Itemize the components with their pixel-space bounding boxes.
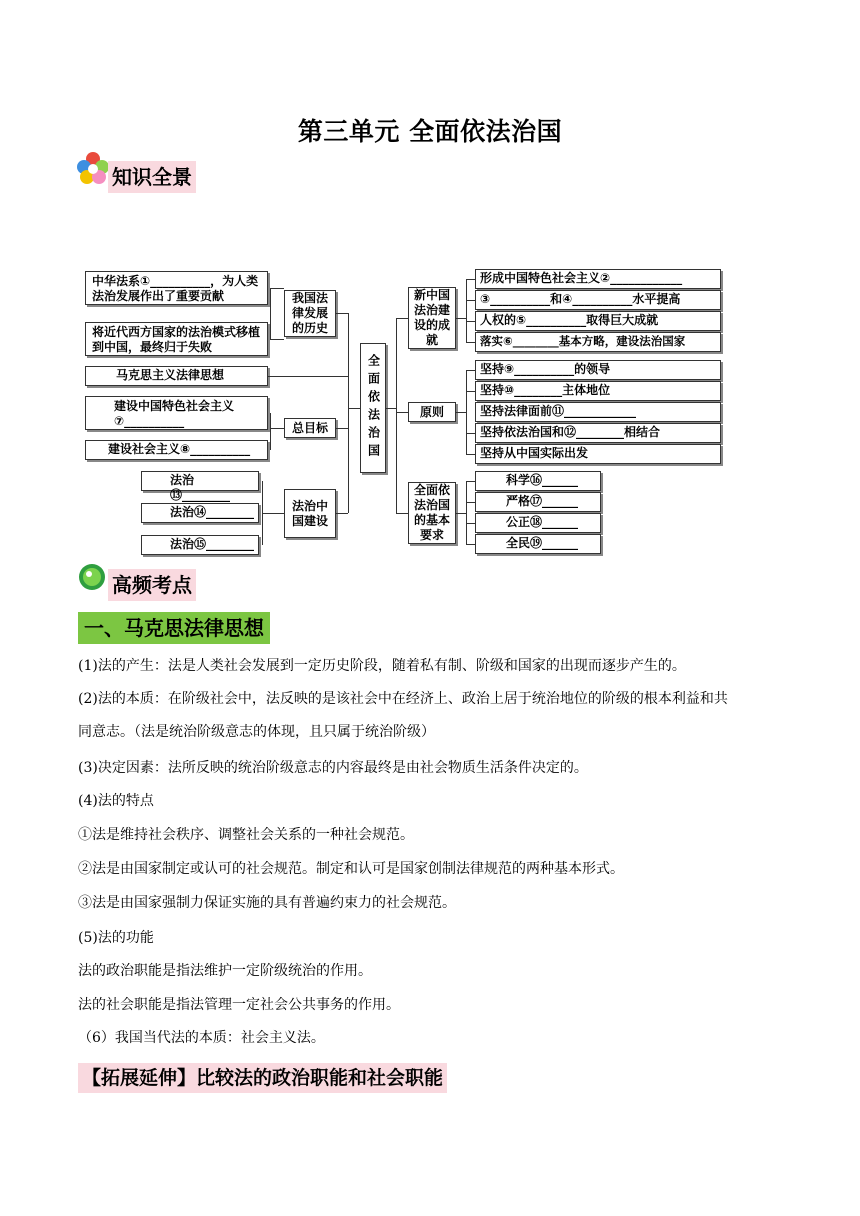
diagram-item-requirement-3: 公正⑱______ [475, 513, 601, 533]
connector-line [466, 481, 475, 482]
paragraph: 同意志。（法是统治阶级意志的体现，且只属于统治阶级） [78, 724, 435, 740]
paragraph: ②法是由国家制定或认可的社会规范。制定和认可是国家创制法律规范的两种基本形式。 [78, 861, 624, 877]
diagram-item-achievement-4: 落实⑥________基本方略，建设法治国家 [475, 332, 721, 352]
diagram-item-principle-4: 坚持依法治国和⑫________相结合 [475, 423, 721, 443]
connector-line [336, 428, 348, 429]
connector-line [466, 370, 475, 371]
paragraph: （6）我国当代法的本质：社会主义法。 [78, 1030, 325, 1046]
diagram-item-construction-2: 法治⑭________ [141, 503, 259, 523]
diagram-item-requirement-4: 全民⑲______ [475, 534, 601, 554]
connector-line [466, 321, 475, 322]
heading-marxism: 一、马克思法律思想 [78, 612, 270, 644]
diagram-item-achievement-2: ③__________和④__________水平提高 [475, 290, 721, 310]
connector-line [466, 502, 475, 503]
flower-icon [76, 150, 110, 186]
diagram-label-history: 我国法律发展的历史 [284, 290, 336, 337]
diagram-item-goal-2: 建设社会主义⑧__________ [85, 440, 268, 460]
paragraph: (5)法的功能 [78, 930, 154, 946]
section-label-overview: 知识全景 [108, 161, 196, 193]
connector-line [336, 513, 348, 514]
connector-line [270, 413, 271, 450]
diagram-label-principles: 原则 [408, 402, 456, 422]
paragraph: (1)法的产生：法是人类社会发展到一定历史阶段，随着私有制、阶级和国家的出现而逐步产生的。 [78, 658, 686, 674]
connector-line [262, 513, 284, 514]
diagram-label-goal: 总目标 [284, 418, 336, 438]
connector-line [336, 313, 348, 314]
green-circle-icon [78, 563, 106, 591]
connector-line [396, 513, 408, 514]
connector-line [466, 279, 475, 280]
diagram-item-goal-1: 建设中国特色社会主义⑦__________ [85, 396, 268, 430]
paragraph: ③法是由国家强制力保证实施的具有普遍约束力的社会规范。 [78, 895, 456, 911]
diagram-item-history-1: 中华法系①__________，为人类法治发展作出了重要贡献 [85, 271, 268, 305]
page-title: 第三单元 全面依法治国 [297, 117, 563, 146]
diagram-item-history-2: 将近代西方国家的法治模式移植到中国，最终归于失败 [85, 322, 268, 356]
connector-line [466, 523, 475, 524]
diagram-item-marxism: 马克思主义法律思想 [85, 366, 268, 386]
paragraph: (4)法的特点 [78, 793, 154, 809]
diagram-label-requirements: 全面依法治国的基本要求 [408, 482, 456, 544]
connector-line [396, 318, 397, 513]
diagram-item-construction-3: 法治⑮________ [141, 535, 259, 555]
diagram-item-principle-5: 坚持从中国实际出发 [475, 444, 721, 464]
connector-line [348, 313, 349, 513]
paragraph: ①法是维持社会秩序、调整社会关系的一种社会规范。 [78, 827, 414, 843]
connector-line [386, 408, 396, 409]
section-label-key-points: 高频考点 [108, 569, 196, 601]
connector-line [456, 412, 466, 413]
connector-line [348, 408, 360, 409]
connector-line [268, 376, 348, 377]
diagram-center [360, 343, 386, 473]
diagram-item-principle-3: 坚持法律面前⑪____________ [475, 402, 721, 422]
connector-line [270, 339, 284, 340]
paragraph: (2)法的本质：在阶级社会中，法反映的是该社会中在经济上、政治上居于统治地位的阶级的根本利益和共 [78, 691, 728, 707]
connector-line [466, 391, 475, 392]
extension-heading: 【拓展延伸】比较法的政治职能和社会职能 [78, 1063, 447, 1093]
connector-line [456, 513, 466, 514]
connector-line [466, 454, 475, 455]
connector-line [466, 342, 475, 343]
paragraph: 法的社会职能是指法管理一定社会公共事务的作用。 [78, 997, 400, 1013]
connector-line [270, 288, 284, 289]
diagram-item-principle-2: 坚持⑩________主体地位 [475, 381, 721, 401]
connector-line [466, 544, 475, 545]
connector-line [456, 318, 466, 319]
diagram-item-construction-1: 法治 ⑬________ [141, 471, 259, 491]
diagram-label-achievements: 新中国法治建设的成就 [408, 287, 456, 349]
connector-line [396, 318, 408, 319]
diagram-item-principle-1: 坚持⑨__________的领导 [475, 360, 721, 380]
diagram-item-requirement-1: 科学⑯______ [475, 471, 601, 491]
connector-line [466, 370, 467, 454]
diagram-center-label: 全面依法治国 [366, 354, 381, 462]
paragraph: (3)决定因素：法所反映的统治阶级意志的内容最终是由社会物质生活条件决定的。 [78, 760, 588, 776]
connector-line [396, 412, 408, 413]
connector-line [270, 288, 271, 339]
diagram-item-achievement-1: 形成中国特色社会主义②____________ [475, 269, 721, 289]
diagram-label-construction: 法治中国建设 [284, 489, 336, 538]
paragraph: 法的政治职能是指法维护一定阶级统治的作用。 [78, 963, 372, 979]
connector-line [466, 433, 475, 434]
connector-line [466, 481, 467, 544]
connector-line [270, 428, 284, 429]
diagram-item-requirement-2: 严格⑰______ [475, 492, 601, 512]
diagram-item-achievement-3: 人权的⑤__________取得巨大成就 [475, 311, 721, 331]
connector-line [466, 279, 467, 342]
connector-line [466, 300, 475, 301]
